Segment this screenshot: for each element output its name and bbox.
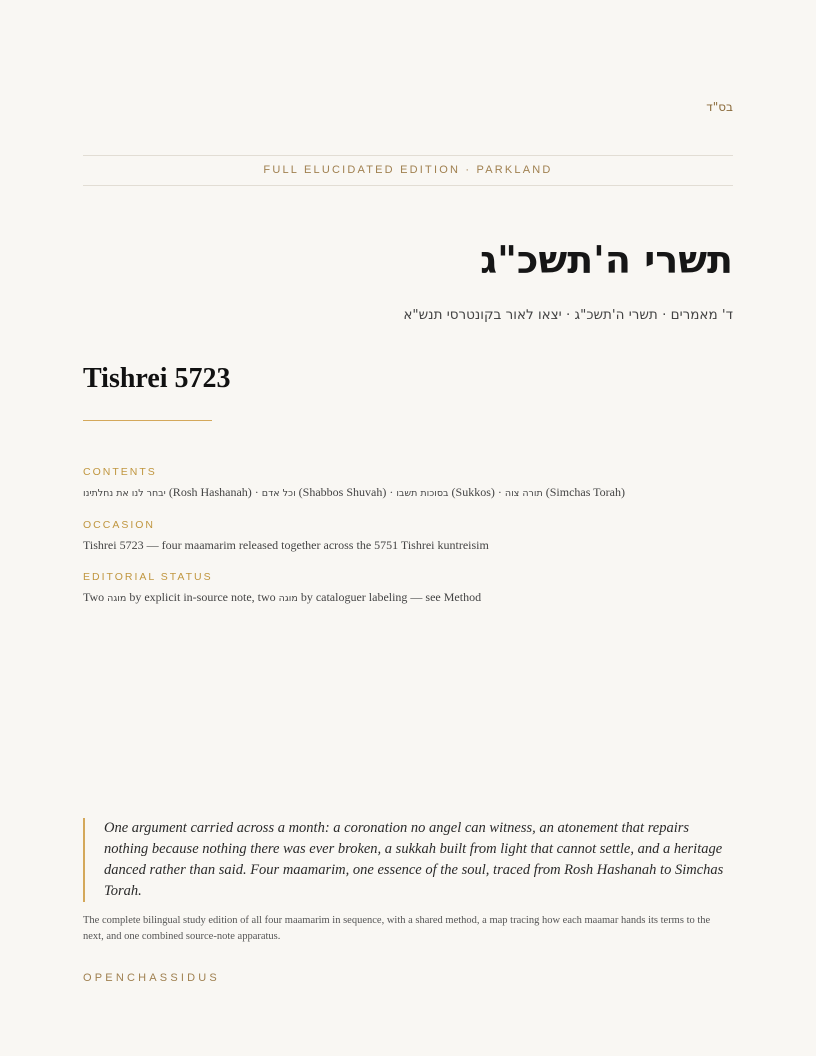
title-page <box>83 0 733 1056</box>
hebrew-title: תשרי ה'תשכ"ג <box>480 238 733 282</box>
bsd-mark: בס"ד <box>706 100 733 114</box>
epigraph-quote: One argument carried across a month: a coronation no angel can witness, an atonement that repairs nothing because nothing there was ever broken, a sukkah built from light that cannot settle, and a heritage danced rather than said. Four maamarim, one essence of the soul, traced from Rosh Hashanah to Simchas Torah. <box>83 818 733 902</box>
publisher-brand: OPENCHASSIDUS <box>83 972 220 984</box>
occasion-text: Tishrei 5723 — four maamarim released together across the 5751 Tishrei kuntreisim <box>83 538 489 552</box>
contents-item: בסוכות תשבו (Sukkos) <box>396 485 495 499</box>
occasion-label: OCCASION <box>83 519 156 531</box>
title-divider <box>83 420 212 421</box>
contents-label: CONTENTS <box>83 466 157 478</box>
english-title: Tishrei 5723 <box>83 363 231 394</box>
edition-description: The complete bilingual study edition of all four maamarim in sequence, with a shared method, a map tracing how each maamar hands its terms to the next, and one combined source-note apparatus. <box>83 915 711 942</box>
contents-list: יבחר לנו את נחלתינו (Rosh Hashanah) · וכל אדם (Shabbos Shuvah) · בסוכות תשבו (Sukkos) · תורה צוה (Simchas Torah) <box>83 485 625 499</box>
hebrew-subtitle: ד' מאמרים · תשרי ה'תשכ"ג · יצאו לאור בקונטרסי תנש"א <box>403 307 733 323</box>
contents-item: יבחר לנו את נחלתינו (Rosh Hashanah) <box>83 485 252 499</box>
edition-banner: FULL ELUCIDATED EDITION · PARKLAND <box>83 155 733 186</box>
contents-item: תורה צוה (Simchas Torah) <box>504 485 625 499</box>
status-label: EDITORIAL STATUS <box>83 571 213 583</box>
contents-item: וכל אדם (Shabbos Shuvah) <box>261 485 387 499</box>
status-text: Two מוגה by explicit in-source note, two מוגה by cataloguer labeling — see Method <box>83 590 482 604</box>
